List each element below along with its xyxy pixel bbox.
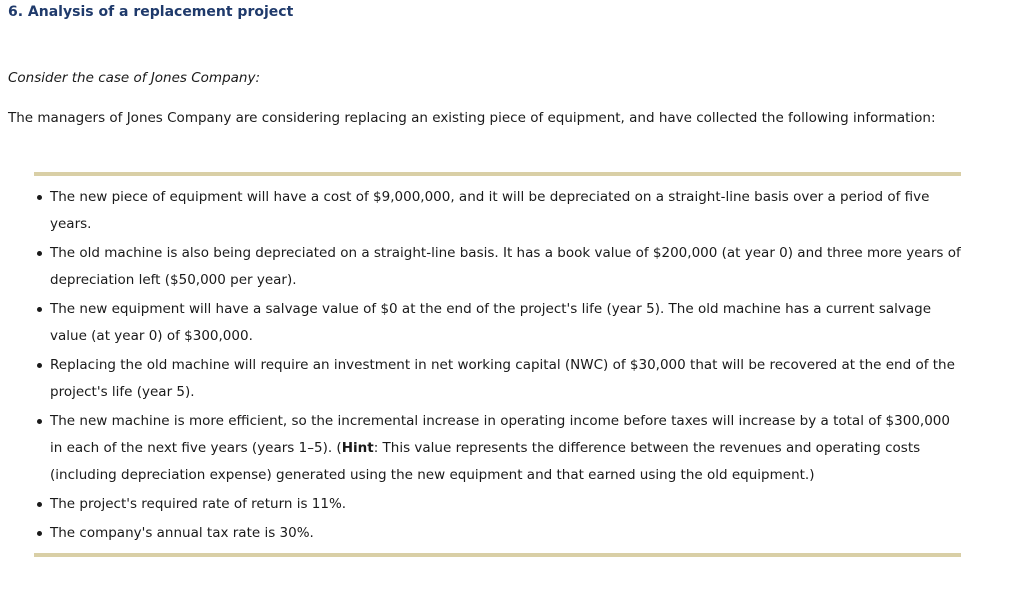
info-list	[34, 184, 961, 549]
list-item: The company's annual tax rate is 30%.	[34, 520, 961, 547]
lead-paragraph: The managers of Jones Company are considering replacing an existing piece of equipment, and have collected the following information:	[8, 110, 936, 126]
hint-label: Hint	[341, 440, 374, 456]
list-item: The project's required rate of return is 11%.	[34, 491, 961, 518]
list-item: The old machine is also being depreciated on a straight-line basis. It has a book value of $200,000 (at year 0) and three more years of depreciation left ($50,000 per year).	[34, 240, 961, 294]
list-item-text-before: The new machine is more efficient, so the incremental increase in operating income before taxes will increase by a total of $300,000 in each of the next five years (years 1–5). (	[50, 413, 950, 456]
list-item: The new piece of equipment will have a cost of $9,000,000, and it will be depreciated on a straight-line basis over a period of five years.	[34, 184, 961, 238]
list-item	[34, 408, 961, 489]
bottom-divider	[34, 553, 961, 557]
top-divider	[34, 172, 961, 176]
case-intro: Consider the case of Jones Company:	[8, 70, 261, 86]
list-item: The new equipment will have a salvage value of $0 at the end of the project's life (year 5). The old machine has a current salvage value (at year 0) of $300,000.	[34, 296, 961, 350]
page-title: 6. Analysis of a replacement project	[8, 4, 294, 20]
list-item: Replacing the old machine will require an investment in net working capital (NWC) of $30,000 that will be recovered at the end of the project's life (year 5).	[34, 352, 961, 406]
list-item-text-after: : This value represents the difference between the revenues and operating costs (including depreciation expense) generated using the new equipment and that earned using the old equipment.)	[50, 440, 921, 483]
